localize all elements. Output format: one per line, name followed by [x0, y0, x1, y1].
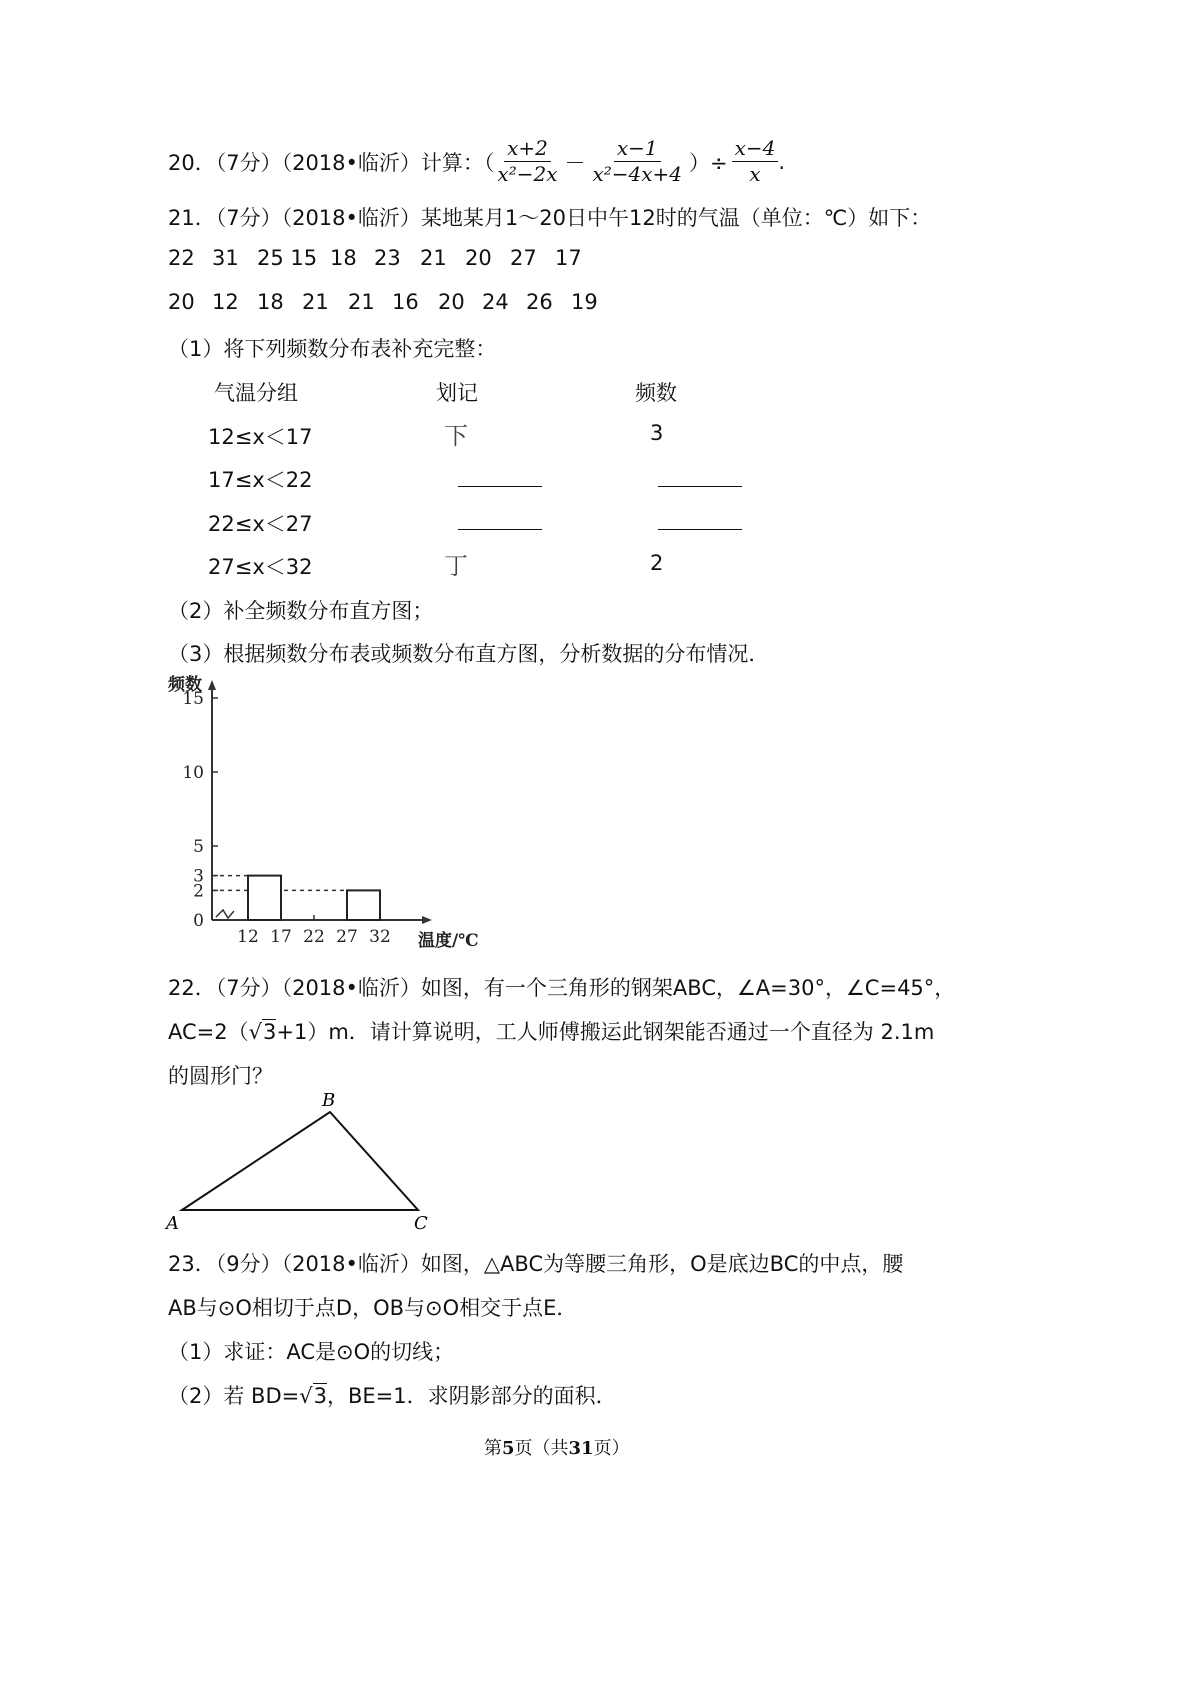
answer-blank-tally[interactable] [458, 468, 542, 487]
table-header-tally: 划记 [436, 381, 478, 405]
x-axis-label: 温度/℃ [418, 931, 479, 951]
q22-line-3: 的圆形门？ [168, 1064, 273, 1088]
q20-fraction-3: $\frac{x-4}{x}$ [732, 138, 779, 185]
vertex-label-b: B [322, 1090, 336, 1111]
histogram-bar [248, 876, 281, 920]
q22-line-1: 22．（7分）（2018•临沂）如图，有一个三角形的钢架ABC，∠A=30°，∠C=45°， [168, 976, 956, 1000]
page-total: 31 [568, 1438, 594, 1459]
data-value: 21 [302, 290, 329, 314]
q20 [168, 138, 785, 185]
data-value: 20 [465, 246, 492, 270]
x-tick-label: 27 [336, 927, 358, 947]
y-tick-label: 10 [182, 763, 204, 783]
data-value: 18 [257, 290, 284, 314]
y-tick-label: 3 [193, 866, 204, 887]
histogram-axes [208, 680, 432, 924]
histogram-bar [347, 890, 380, 920]
data-value: 27 [510, 246, 537, 270]
table-row-range: 22≤x＜27 [208, 512, 313, 536]
q20-fraction-1: $\frac{x+2}{\text{x²−2x}}$ [497, 136, 558, 186]
data-value: 21 [348, 290, 375, 314]
y-axis-arrow [208, 680, 216, 690]
data-value: 20 [438, 290, 465, 314]
q20-prefix: 20．（7分）（2018•临沂）计算：（ [168, 150, 495, 175]
data-value: 16 [392, 290, 419, 314]
triangle-abc-figure [160, 1090, 450, 1240]
histogram-labels [168, 674, 479, 951]
answer-blank-frequency[interactable] [658, 511, 742, 530]
q23-line-2: AB与⊙O相切于点D，OB与⊙O相交于点E． [168, 1296, 578, 1320]
data-value: 18 [330, 246, 357, 270]
q21-part-1: （1）将下列频数分布表补充完整： [168, 337, 497, 361]
x-tick-label: 17 [270, 927, 292, 947]
data-value: 12 [212, 290, 239, 314]
data-value: 23 [374, 246, 401, 270]
answer-blank-tally[interactable] [458, 511, 542, 530]
q21-part-3: （3）根据频数分布表或频数分布直方图，分析数据的分布情况． [168, 642, 770, 666]
table-header-frequency: 频数 [635, 381, 677, 405]
table-row-tally: 丁 [444, 552, 468, 580]
axis-break-mark [216, 910, 234, 918]
histogram-bars [248, 876, 380, 920]
x-tick-label: 22 [303, 927, 325, 947]
q20-close-divide: ）÷ [689, 150, 728, 175]
frequency-histogram [160, 672, 500, 957]
data-value: 20 [168, 290, 195, 314]
table-row-frequency: 3 [650, 421, 664, 445]
data-value: 26 [526, 290, 553, 314]
table-row-range: 12≤x＜17 [208, 425, 313, 449]
q21-stem: 21．（7分）（2018•临沂）某地某月1～20日中午12时的气温（单位：℃）如下： [168, 206, 932, 230]
q21-part-2: （2）补全频数分布直方图； [168, 599, 434, 623]
data-value: 24 [482, 290, 509, 314]
y-tick-label: 0 [193, 911, 204, 931]
table-row-range: 27≤x＜32 [208, 555, 313, 579]
q20-fraction-2: $\frac{x-1}{\text{x²−4x+4}}$ [592, 136, 683, 186]
data-value: 25 15 [257, 246, 318, 270]
vertex-label-c: C [414, 1213, 428, 1234]
vertex-label-a: A [166, 1213, 179, 1234]
y-tick-label: 2 [193, 881, 204, 902]
data-value: 22 [168, 246, 195, 270]
table-row-tally: 下 [444, 422, 468, 450]
table-header-group: 气温分组 [214, 381, 298, 405]
y-tick-label: 15 [182, 689, 204, 709]
sqrt-radicand: 3 [263, 1020, 277, 1044]
triangle-abc [182, 1112, 418, 1210]
q23-line-1: 23．（9分）（2018•临沂）如图，△ABC为等腰三角形，O是底边BC的中点，腰 [168, 1252, 904, 1276]
q23-part-1: （1）求证：AC是⊙O的切线； [168, 1340, 455, 1364]
page-footer: 第5页（共31页） [484, 1438, 630, 1459]
q22-line-2: AC=2（√3+1）m．请计算说明，工人师傅搬运此钢架能否通过一个直径为 2.1m [168, 1020, 935, 1044]
x-tick-label: 12 [237, 927, 259, 947]
y-axis-label: 频数 [168, 675, 202, 695]
y-tick-label: 5 [193, 837, 204, 857]
sqrt-radicand: 3 [313, 1384, 327, 1408]
data-value: 31 [212, 246, 239, 270]
x-tick-label: 32 [369, 927, 391, 947]
x-axis-arrow [422, 916, 432, 924]
data-value: 17 [555, 246, 582, 270]
table-row-frequency: 2 [650, 551, 664, 575]
data-value: 21 [420, 246, 447, 270]
q20-end: . [778, 149, 786, 174]
data-value: 19 [571, 290, 598, 314]
q20-minus: － [564, 150, 586, 175]
page-number: 5 [502, 1438, 515, 1459]
answer-blank-frequency[interactable] [658, 468, 742, 487]
table-row-range: 17≤x＜22 [208, 468, 313, 492]
q23-part-2: （2）若 BD=√3，BE=1．求阴影部分的面积． [168, 1384, 617, 1408]
